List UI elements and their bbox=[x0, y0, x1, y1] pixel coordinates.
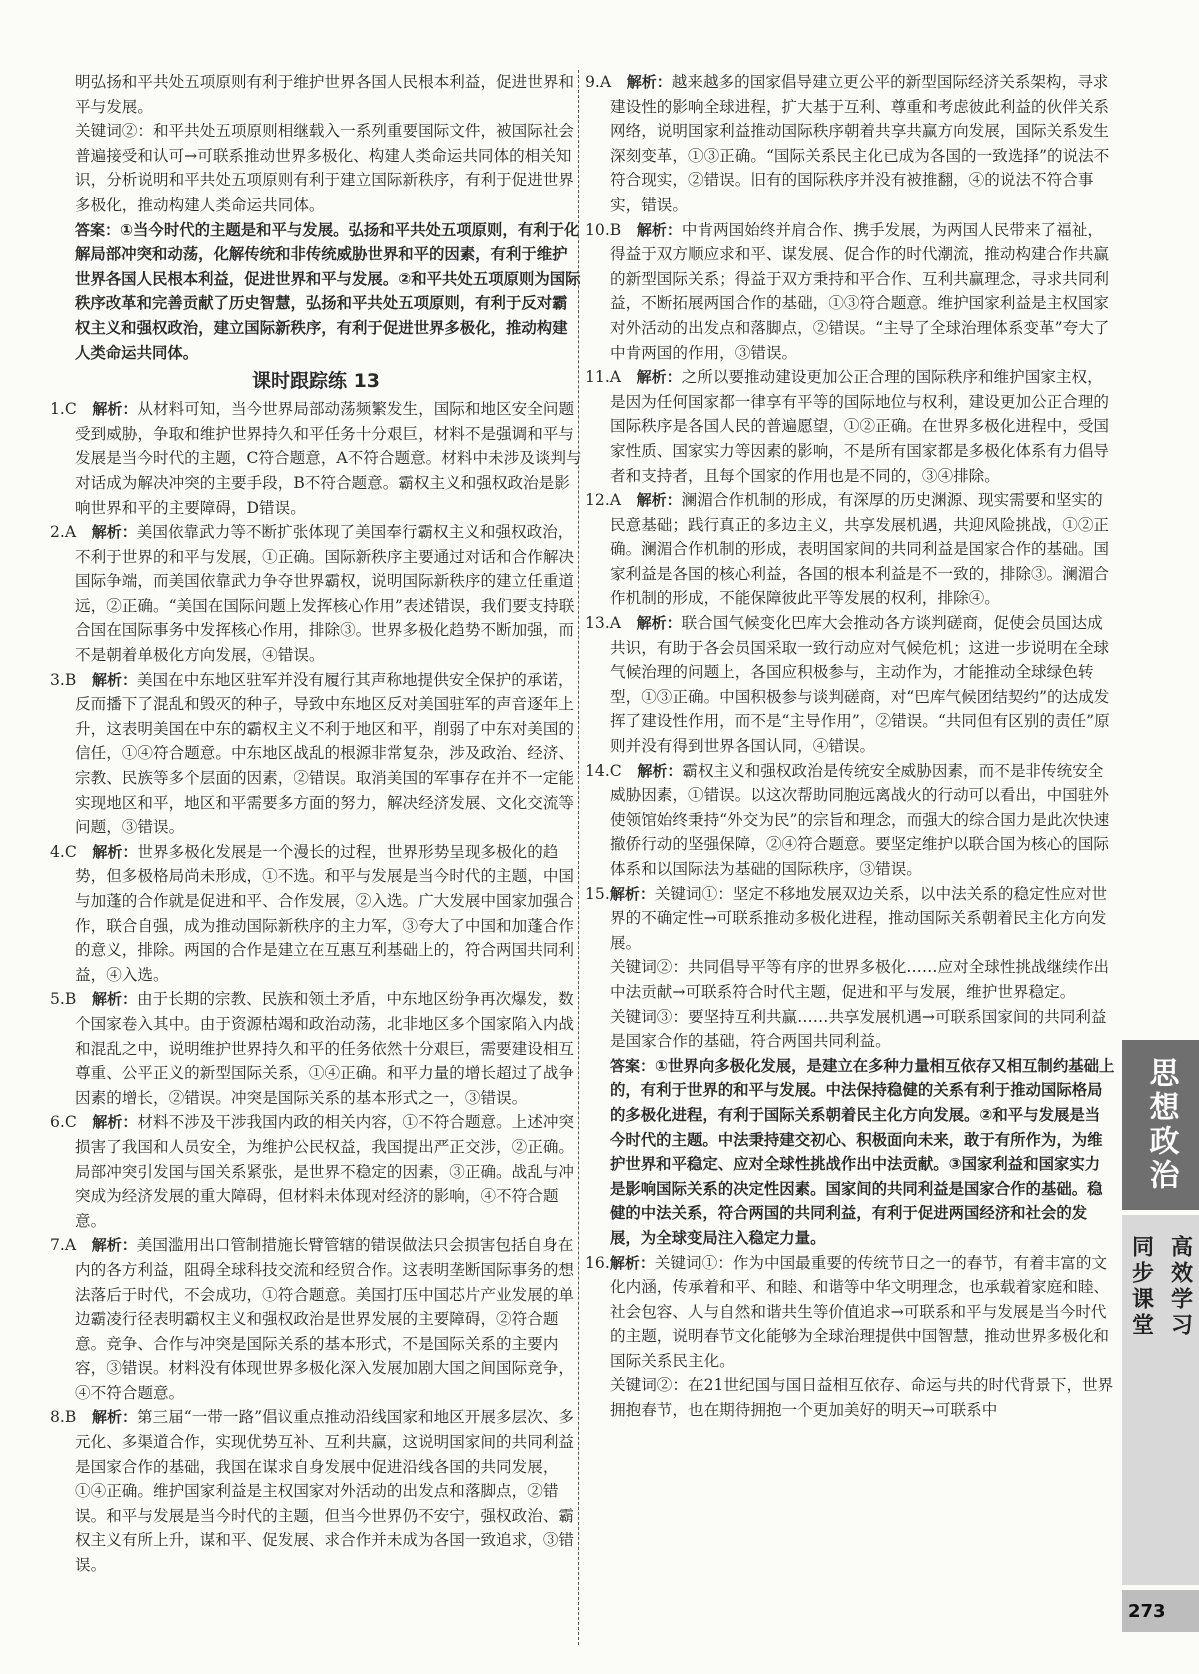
analysis-text: 材料不涉及干涉我国内政的相关内容，①不符合题意。上述冲突损害了我国和人员安全，为维护公民权益，我国提出严正交涉，②正确。局部冲突引发国与国关系紧张，是世界不稳定的因素，③正确。战乱与冲突成为经济发展的重大障碍，但材料未体现对经济的影响，④不符合题意。 bbox=[75, 1113, 575, 1230]
question-item bbox=[585, 218, 1115, 366]
intro-paragraph-2: 关键词②：和平共处五项原则相继载入一系列重要国际文件，被国际社会普遍接受和认可→可联系推动世界多极化、构建人类命运共同体的相关知识，分析说明和平共处五项原则有利于建立国际新秩序，有利于促进世界多极化，推动构建人类命运共同体。 bbox=[75, 122, 575, 214]
right-column bbox=[585, 70, 1115, 1423]
keyword-1: 关键词①：作为中国最重要的传统节日之一的春节，有着丰富的文化内涵，传承着和平、和睦、和谐等中华文明理念，也承载着家庭和睦、社会包容、人与自然和谐共生等价值追求→可联系和平与发展是当今时代的主题，说明春节文化能够为全球治理提供中国智慧，推动世界多极化和国际关系民主化。 bbox=[610, 1253, 1110, 1370]
analysis-label: 解析： bbox=[92, 400, 138, 419]
analysis-label: 解析： bbox=[91, 670, 137, 689]
question-item bbox=[50, 987, 582, 1110]
question-item bbox=[50, 840, 582, 988]
analysis-label: 解析： bbox=[636, 491, 682, 510]
analysis-label: 解析： bbox=[609, 884, 655, 903]
answer-text: ①当今时代的主题是和平与发展。弘扬和平共处五项原则，有利于化解局部冲突和动荡，化解传统和非传统威胁世界和平的因素，有利于维护世界各国人民根本利益，促进世界和平与发展。②和平共处五项原则为国际秩序改革和完善贡献了历史智慧，弘扬和平共处五项原则，有利于反对霸权主义和强权政治，建立国际新秩序，有利于促进世界多极化，推动构建人类命运共同体。 bbox=[75, 220, 581, 362]
book-series-tab bbox=[1122, 1215, 1199, 1585]
question-number: 3.B bbox=[50, 670, 77, 689]
analysis-label: 解析： bbox=[91, 1408, 137, 1427]
q15-keyword-3: 关键词③：要坚持互利共赢……共享发展机遇→可联系国家间的共同利益是国家合作的基础，符合两国共同利益。 bbox=[610, 1007, 1107, 1051]
book-title-col2: 高效学习 bbox=[1167, 1235, 1193, 1339]
analysis-label: 解析： bbox=[91, 990, 137, 1009]
column-divider bbox=[578, 70, 579, 1645]
question-number: 16. bbox=[585, 1253, 610, 1272]
question-number: 2.A bbox=[50, 523, 77, 542]
question-number: 6.C bbox=[50, 1113, 77, 1132]
analysis-label: 解析： bbox=[636, 220, 682, 239]
question-number: 8.B bbox=[50, 1408, 77, 1427]
book-title-col1: 同步课堂 bbox=[1128, 1235, 1154, 1339]
analysis-label: 解析： bbox=[636, 368, 682, 387]
question-item bbox=[585, 488, 1115, 611]
analysis-text: 世界多极化发展是一个漫长的过程，世界形势呈现多极化的趋势，但多极格局尚未形成，①不选。和平与发展是当今时代的主题，中国与加蓬的合作就是促进和平、合作发展，②入选。广大发展中国家加强合作，联合自强，成为推动国际新秩序的主力军，③夸大了中国和加蓬合作的意义，排除。两国的合作是建立在互惠互利基础上的，符合两国共同利益，④入选。 bbox=[75, 842, 575, 984]
analysis-label: 解析： bbox=[626, 73, 672, 91]
analysis-label: 解析： bbox=[91, 523, 137, 542]
question-item bbox=[50, 1110, 582, 1233]
question-item bbox=[585, 365, 1115, 488]
analysis-text: 从材料可知，当今世界局部动荡频繁发生，国际和地区安全问题受到威胁，争取和维护世界持久和平任务十分艰巨，材料不是强调和平与发展是当今时代的主题，C符合题意，A不符合题意。材料中未涉及谈判与对话成为解决冲突的主要手段，B不符合题意。霸权主义和强权政治是影响世界和平的主要障碍，D错误。 bbox=[75, 400, 582, 517]
question-number: 12.A bbox=[585, 491, 622, 510]
question-number: 9.A bbox=[585, 73, 612, 91]
question-number: 11.A bbox=[585, 368, 622, 387]
question-item bbox=[50, 1233, 582, 1405]
analysis-label: 解析： bbox=[91, 1236, 137, 1255]
analysis-label: 解析： bbox=[92, 1113, 138, 1132]
page-number: 273 bbox=[1122, 1590, 1199, 1632]
question-item bbox=[50, 668, 582, 840]
left-column bbox=[50, 70, 582, 1578]
analysis-text: 澜湄合作机制的形成，有深厚的历史渊源、现实需要和坚实的民意基础；践行真正的多边主义，共享发展机遇，共迎风险挑战，①②正确。澜湄合作机制的形成，表明国家间的共同利益是国家合作的基础。国家利益是各国的核心利益，各国的根本利益是不一致的，排除③。澜湄合作机制的形成，不能保障彼此平等发展的权利，排除④。 bbox=[610, 491, 1110, 608]
question-16 bbox=[585, 1251, 1115, 1374]
keyword-1: 关键词①：坚定不移地发展双边关系，以中法关系的稳定性应对世界的不确定性→可联系推动多极化进程，推动国际关系朝着民主化方向发展。 bbox=[610, 884, 1108, 952]
q15-answer bbox=[585, 1054, 1115, 1251]
question-15 bbox=[585, 882, 1115, 956]
analysis-text: 第三届“一带一路”倡议重点推动沿线国家和地区开展多层次、多元化、多渠道合作，实现优势互补、互利共赢，这说明国家间的共同利益是国家合作的基础，我国在谋求自身发展中促进沿线各国的共同发展，①④正确。维护国家利益是主权国家对外活动的出发点和落脚点，②错误。和平与发展是当今时代的主题，但当今世界仍不安宁，强权政治、霸权主义有所上升，谋和平、促发展、求合作并未成为各国一致追求，③错误。 bbox=[75, 1408, 575, 1575]
analysis-label: 解析： bbox=[637, 761, 683, 780]
subject-tab: 思想政治 bbox=[1122, 1040, 1199, 1210]
question-item bbox=[50, 397, 582, 520]
intro-paragraph-1: 明弘扬和平共处五项原则有利于维护世界各国人民根本利益，促进世界和平与发展。 bbox=[75, 73, 575, 116]
analysis-text: 美国依靠武力等不断扩张体现了美国奉行霸权主义和强权政治，不利于世界的和平与发展，①正确。国际新秩序主要通过对话和合作解决国际争端，而美国依靠武力争夺世界霸权，说明国际新秩序的建立任重道远，②正确。“美国在国际问题上发挥核心作用”表述错误，我们要支持联合国在国际事务中发挥核心作用，排除③。世界多极化趋势不断加强，而不是朝着单极化方向发展，④错误。 bbox=[75, 523, 575, 665]
left-item-list bbox=[50, 397, 582, 1578]
question-item bbox=[585, 759, 1115, 882]
question-item bbox=[50, 520, 582, 668]
analysis-label: 解析： bbox=[92, 842, 138, 861]
answer-text: ①世界向多极化发展，是建立在多种力量相互依存又相互制约基础上的，有利于世界的和平与发展。中法保持稳健的关系有利于推动国际格局的多极化进程，有利于国际关系朝着民主化方向发展。②和平与发展是当今时代的主题。中法秉持建交初心、积极面向未来，敢于有所作为，为维护世界和平稳定、应对全球性挑战作出中法贡献。③国家利益和国家实力是影响国际关系的决定性因素。国家间的共同利益是国家合作的基础。稳健的中法关系，符合两国的共同利益，有利于促进两国经济和社会的发展，为全球变局注入稳定力量。 bbox=[610, 1056, 1115, 1247]
answer-block bbox=[50, 218, 582, 366]
answer-label: 答案： bbox=[75, 220, 121, 239]
question-number: 14.C bbox=[585, 761, 622, 780]
analysis-label: 解析： bbox=[636, 614, 682, 633]
analysis-text: 联合国气候变化巴库大会推动各方谈判磋商，促使会员国达成共识，有助于各会员国采取一致行动应对气候危机；这进一步说明在全球气候治理的问题上，各国应积极参与，主动作为，才能推动全球绿色转型，①③正确。中国积极参与谈判磋商，对“巴库气候团结契约”的达成发挥了建设性作用，而不是“主导作用”，②错误。“共同但有区别的责任”原则并没有得到世界各国认同，④错误。 bbox=[610, 614, 1110, 756]
analysis-text: 中肯两国始终并肩合作、携手发展，为两国人民带来了福祉，得益于双方顺应求和平、谋发展、促合作的时代潮流，推动构建合作共赢的新型国际关系；得益于双方秉持和平合作、互利共赢理念，寻求共同利益，不断拓展两国合作的基础，①③符合题意。维护国家利益是主权国家对外活动的出发点和落脚点，②错误。“主导了全球治理体系变革”夸大了中肯两国的作用，③错误。 bbox=[610, 220, 1110, 362]
analysis-text: 越来越多的国家倡导建立更公平的新型国际经济关系架构，寻求建设性的影响全球进程，扩大基于互利、尊重和考虑彼此利益的伙伴关系网络，说明国家利益推动国际秩序朝着共享共赢方向发展，国际关系发生深刻变革，①③正确。“国际关系民主化已成为各国的一致选择”的说法不符合现实，②错误。旧有的国际秩序并没有被推翻，④的说法不符合事实，错误。 bbox=[610, 73, 1110, 214]
q16-keyword-2: 关键词②：在21世纪国与国日益相互依存、命运与共的时代背景下，世界拥抱春节，也在期待拥抱一个更加美好的明天→可联系中 bbox=[610, 1376, 1114, 1420]
question-number: 4.C bbox=[50, 842, 77, 861]
section-title: 课时跟踪练 13 bbox=[251, 370, 381, 393]
analysis-label: 解析： bbox=[609, 1253, 655, 1272]
answer-label: 答案： bbox=[610, 1056, 656, 1075]
analysis-text: 由于长期的宗教、民族和领土矛盾，中东地区纷争再次爆发，数个国家卷入其中。由于资源枯竭和政治动荡，北非地区多个国家陷入内战和混乱之中，说明维护世界持久和平的任务依然十分艰巨，需要建设相互尊重、公平正义的新型国际关系，①④正确。和平力量的增长超过了战争因素的增长，②错误。冲突是国际关系的基本形式之一，③错误。 bbox=[75, 990, 575, 1107]
analysis-text: 之所以要推动建设更加公正合理的国际秩序和维护国家主权，是因为任何国家都一律享有平等的国际地位与权利，建设更加公正合理的国际秩序是各国人民的普遍愿望，①②正确。在世界多极化进程中，受国家性质、国家实力等因素的影响，不是所有国家都是多极化体系有力倡导者和支持者，且每个国家的作用也是不同的，③④排除。 bbox=[610, 368, 1110, 485]
question-number: 13.A bbox=[585, 614, 622, 633]
question-item bbox=[585, 70, 1115, 218]
question-number: 1.C bbox=[50, 400, 77, 419]
question-item bbox=[585, 611, 1115, 759]
right-item-list bbox=[585, 70, 1115, 882]
question-item bbox=[50, 1405, 582, 1577]
q15-keyword-2: 关键词②：共同倡导平等有序的世界多极化……应对全球性挑战继续作出中法贡献→可联系符合时代主题，促进和平与发展，维护世界稳定。 bbox=[610, 958, 1110, 1001]
question-number: 7.A bbox=[50, 1236, 77, 1255]
question-number: 5.B bbox=[50, 990, 77, 1009]
analysis-text: 美国滥用出口管制措施长臂管辖的错误做法只会损害包括自身在内的各方利益，阻碍全球科技交流和经贸合作。这表明垄断国际事务的想法落后于时代，不会成功，①符合题意。美国打压中国芯片产业发展的单边霸凌行径表明霸权主义和强权政治是世界发展的主要障碍，②符合题意。竞争、合作与冲突是国际关系的基本形式，不是国际关系的主要内容，③错误。材料没有体现世界多极化深入发展加剧大国之间国际竞争，④不符合题意。 bbox=[75, 1236, 575, 1402]
analysis-text: 美国在中东地区驻军并没有履行其声称地提供安全保护的承诺，反而播下了混乱和毁灭的种子，导致中东地区反对美国驻军的声音逐年上升，这表明美国在中东的霸权主义不利于地区和平，削弱了中东对美国的信任，①④符合题意。中东地区战乱的根源非常复杂，涉及政治、经济、宗教、民族等多个层面的因素，②错误。取消美国的军事存在并不一定能实现地区和平，地区和平需要多方面的努力，解决经济发展、文化交流等问题，③错误。 bbox=[75, 670, 575, 837]
question-number: 15. bbox=[585, 884, 610, 903]
question-number: 10.B bbox=[585, 220, 622, 239]
analysis-text: 霸权主义和强权政治是传统安全威胁因素，而不是非传统安全威胁因素，①错误。以这次帮助同胞远离战火的行动可以看出，中国驻外使领馆始终秉持“外交为民”的宗旨和理念，而强大的综合国力是此次快速撤侨行动的坚强保障，②④符合题意。要坚定维护以联合国为核心的国际体系和以国际法为基础的国际秩序，③错误。 bbox=[610, 761, 1110, 878]
